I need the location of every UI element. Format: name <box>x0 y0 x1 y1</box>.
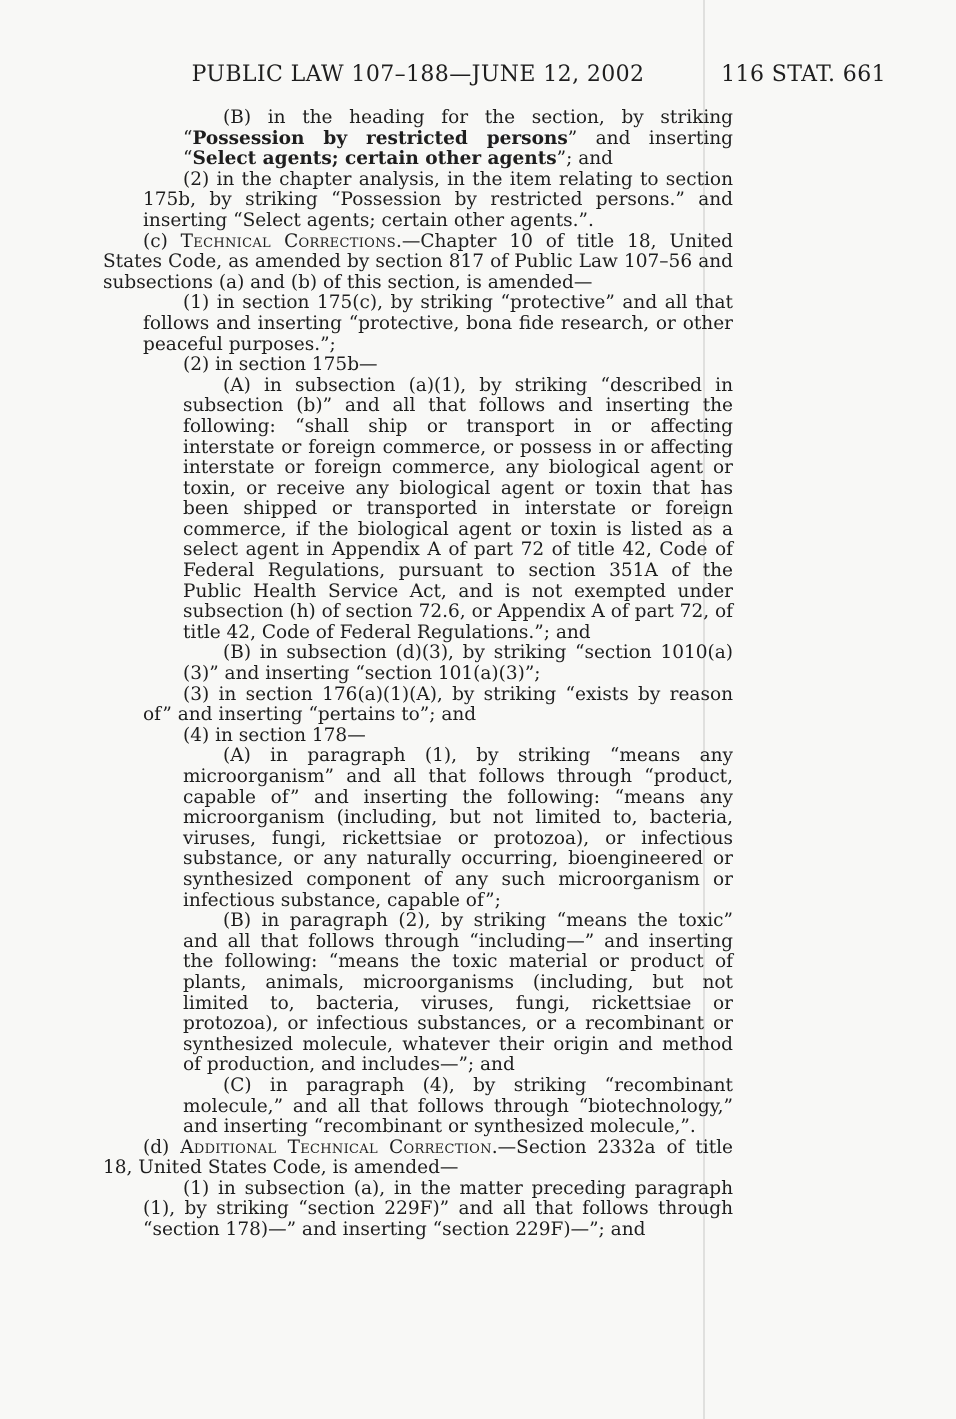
text-segment-normal: (B) in the heading for the section, by striking “ <box>183 107 733 149</box>
statute-text-body <box>103 108 733 1241</box>
text-segment-smallcaps: Additional Technical Correction <box>180 1136 492 1158</box>
clause-B-section-heading <box>183 108 733 170</box>
text-segment-normal: (4) in section 178— <box>183 724 366 746</box>
page-header-stat-number: 116 STAT. 661 <box>721 62 886 87</box>
text-segment-normal: (A) in subsection (a)(1), by striking “described in subsection (b)” and all that follows and inserting the following: “shall ship or transport in or affecting interstate or foreign commerce, or possess in or affecting interstate or foreign commerce, any biological agent or toxin, or receive any biological agent or toxin that has been shipped or transported in interstate or foreign commerce, if the biological agent or toxin is listed as a select agent in Appendix A of part 72 of title 42, Code of Federal Regulations, pursuant to section 351A of the Public Health Service Act, and is not exempted under subsection (h) of section 72.6, or Appendix A of part 72, of title 42, Code of Federal Regulations.”; and <box>183 374 733 643</box>
text-segment-normal: (1) in section 175(c), by striking “protective” and all that follows and inserting “protective, bona fide research, or other peaceful purposes.”; <box>143 292 733 355</box>
para-3-section-176 <box>143 685 733 726</box>
text-segment-normal: (A) in paragraph (1), by striking “means any microorganism” and all that follows through “product, capable of” and inserting the following: “means any microorganism (including, but not limited to, bacteria, viruses, fungi, rickettsiae or protozoa), or infectious substance, or any naturally occurring, bioengineered or synthesized component of any such microorganism or infectious substance, capable of”; <box>183 745 733 911</box>
text-segment-normal: (3) in section 176(a)(1)(A), by striking “exists by reason of” and inserting “pertains to”; and <box>143 683 733 726</box>
para-2-section-175b <box>143 355 733 376</box>
clause-A-paragraph-1 <box>183 746 733 911</box>
clause-B-subsection-d3 <box>183 643 733 684</box>
clause-A-subsection-a1 <box>183 376 733 644</box>
para-4-section-178 <box>143 726 733 747</box>
text-segment-normal: .—Chapter 10 of title 18, United States Code, as amended by section 817 of Public Law 107–56 and subsections (a) and (b) of this section, is amended— <box>103 230 733 293</box>
subsec-d-additional-technical-correction <box>103 1138 733 1179</box>
para-1-subsection-a <box>143 1179 733 1241</box>
para-1-section-175c <box>143 293 733 355</box>
text-segment-normal: (d) <box>143 1136 181 1158</box>
text-segment-normal: (B) in subsection (d)(3), by striking “section 1010(a)(3)” and inserting “section 101(a)(3)”; <box>183 642 733 685</box>
text-segment-normal: (2) in section 175b— <box>183 354 378 376</box>
text-segment-normal: (c) <box>143 230 181 252</box>
text-segment-normal: ”; and <box>556 148 614 170</box>
text-segment-normal: .—Section 2332a of title 18, United States Code, is amended— <box>103 1136 733 1179</box>
page-header-law-title: PUBLIC LAW 107–188—JUNE 12, 2002 <box>191 62 645 87</box>
text-segment-normal: (C) in paragraph (4), by striking “recombinant molecule,” and all that follows through “biotechnology,” and inserting “recombinant or synthesized molecule,”. <box>183 1074 733 1138</box>
para-2-chapter-analysis <box>143 170 733 232</box>
text-segment-normal: (1) in subsection (a), in the matter preceding paragraph (1), by striking “section 229F)” and all that follows through “section 178)—” and inserting “section 229F)—”; and <box>143 1177 733 1241</box>
subsec-c-technical-corrections <box>103 232 733 294</box>
text-segment-smallcaps: Technical Corrections <box>180 230 396 252</box>
clause-B-paragraph-2 <box>183 911 733 1076</box>
text-segment-bold: Possession by restricted persons <box>192 127 568 149</box>
text-segment-normal: ” and inserting “ <box>183 127 734 170</box>
text-segment-bold: Select agents; certain other agents <box>192 148 557 170</box>
text-segment-normal: (B) in paragraph (2), by striking “means the toxic” and all that follows through “including—” and inserting the following: “means the toxic material or product of plants, animals, microorganisms (including, but not limited to, bacteria, viruses, fungi, rickettsiae or protozoa), or infectious substances, or a recombinant or synthesized molecule, whatever their origin and method of production, and includes—”; and <box>183 910 733 1076</box>
text-segment-normal: (2) in the chapter analysis, in the item relating to section 175b, by striking “Possession by restricted persons.” and inserting “Select agents; certain other agents.”. <box>143 168 733 231</box>
clause-C-paragraph-4 <box>183 1076 733 1138</box>
